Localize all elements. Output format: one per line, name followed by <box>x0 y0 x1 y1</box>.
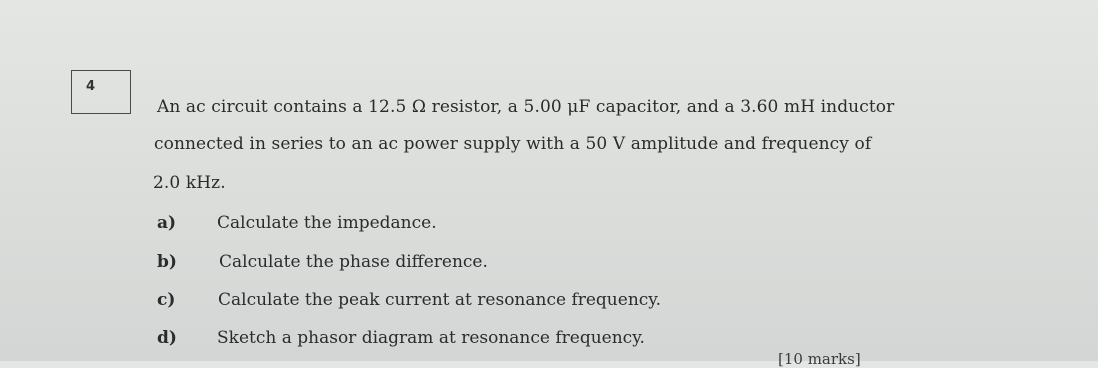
part-d-label: d) <box>157 328 177 348</box>
question-number-box <box>71 70 131 114</box>
question-line-1: An ac circuit contains a 12.5 Ω resistor, a 5.00 μF capacitor, and a 3.60 mH inductor <box>157 97 895 117</box>
part-a-label: a) <box>157 213 177 233</box>
part-b-label: b) <box>157 252 177 272</box>
question-number: 4 <box>86 79 96 94</box>
part-a-text: Calculate the impedance. <box>217 213 437 233</box>
marks-total: [10 marks] <box>778 350 861 368</box>
part-c-label: c) <box>157 290 176 310</box>
part-b-text: Calculate the phase difference. <box>219 252 488 272</box>
question-line-2: connected in series to an ac power supply with a 50 V amplitude and frequency of <box>154 134 872 154</box>
part-d-text: Sketch a phasor diagram at resonance frequency. <box>217 328 645 348</box>
question-line-3: 2.0 kHz. <box>153 173 226 193</box>
part-c-text: Calculate the peak current at resonance frequency. <box>218 290 662 310</box>
